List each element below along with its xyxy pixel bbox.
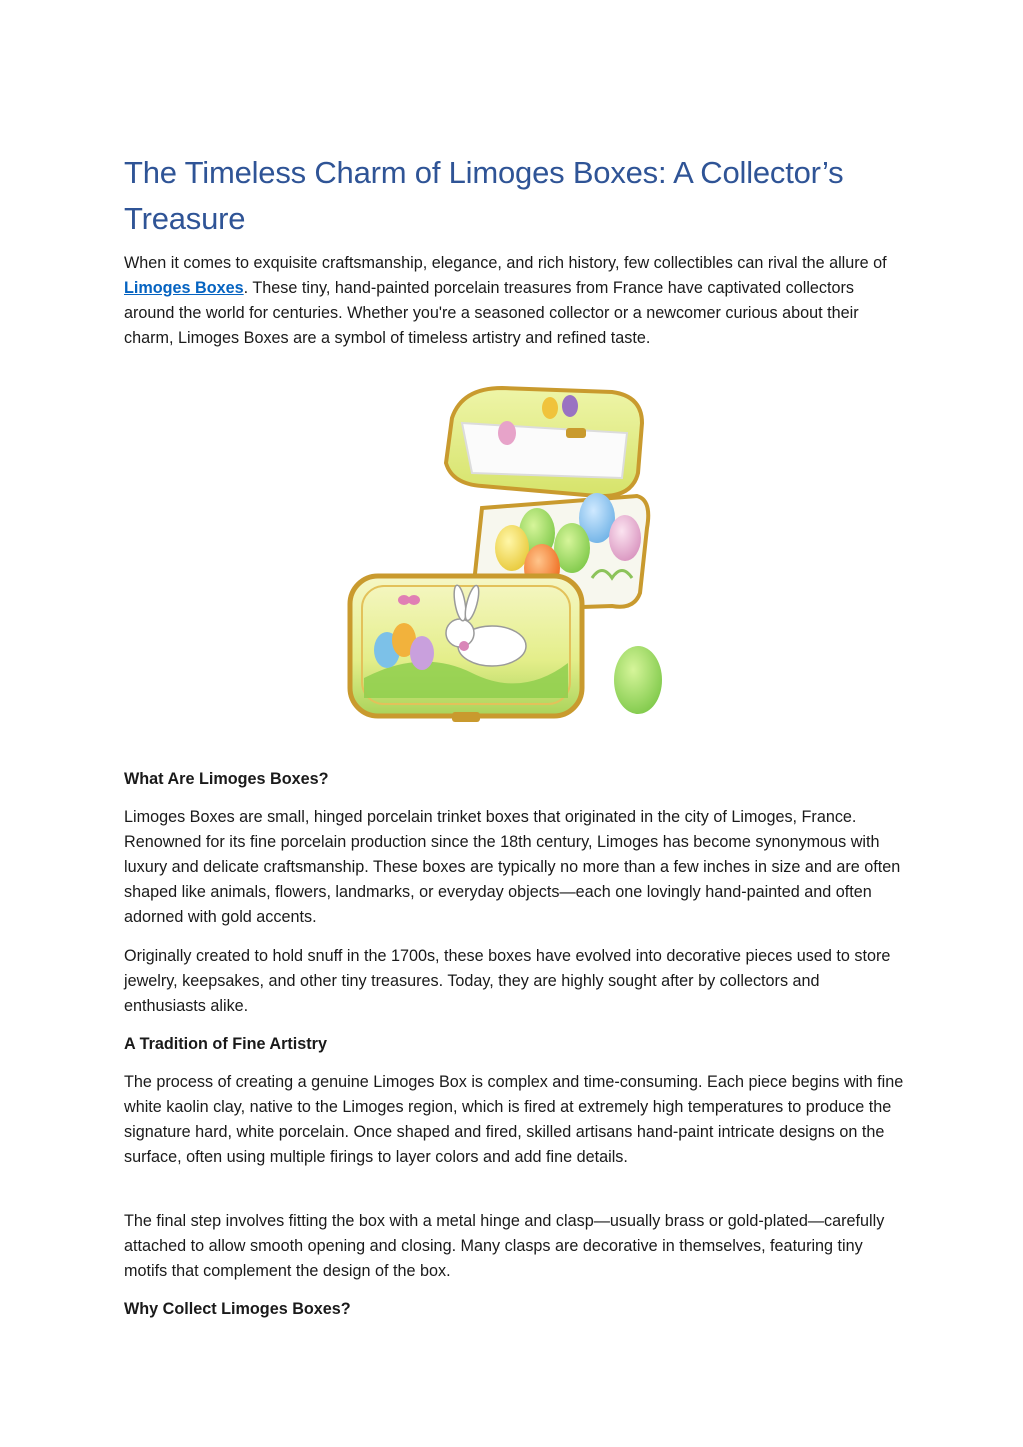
section-what-are-paragraph-1: Limoges Boxes are small, hinged porcelain trinket boxes that originated in the city of Limoges, France. Renowned for its fine porcelain production since the 18th century, Limoges has become synonymous with luxury and delicate craftsmanship. These boxes are typically no more than a few inches in size and are often shaped like animals, flowers, landmarks, or everyday objects—each one lovingly hand-painted and often adorned with gold accents. <box>124 808 901 926</box>
limoges-easter-egg-box-illustration <box>342 378 692 743</box>
section-heading-tradition: A Tradition of Fine Artistry <box>124 1035 327 1053</box>
intro-text-after: . These tiny, hand-painted porcelain treasures from France have captivated collectors around the world for centuries. Whether you're a seasoned collector or a newcomer curious about their charm, Limoges Boxes are a symbol of timeless artistry and refined taste. <box>124 279 859 347</box>
product-image <box>342 378 692 743</box>
limoges-boxes-link[interactable]: Limoges Boxes <box>124 279 244 297</box>
page-title: The Timeless Charm of Limoges Boxes: A Collector’s Treasure <box>124 155 844 236</box>
section-heading-what-are: What Are Limoges Boxes? <box>124 770 329 788</box>
intro-text-before: When it comes to exquisite craftsmanship, elegance, and rich history, few collectibles can rival the allure of <box>124 254 887 272</box>
section-tradition-paragraph-2: The final step involves fitting the box with a metal hinge and clasp—usually brass or gold-plated—carefully attached to allow smooth opening and closing. Many clasps are decorative in themselves, featuring tiny motifs that complement the design of the box. <box>124 1212 885 1280</box>
section-what-are-paragraph-2: Originally created to hold snuff in the 1700s, these boxes have evolved into decorative pieces used to store jewelry, keepsakes, and other tiny treasures. Today, they are highly sought after by collectors and enthusiasts alike. <box>124 947 891 1015</box>
intro-paragraph <box>124 251 904 351</box>
section-heading-why-collect: Why Collect Limoges Boxes? <box>124 1300 351 1318</box>
section-tradition-paragraph-1: The process of creating a genuine Limoges Box is complex and time-consuming. Each piece begins with fine white kaolin clay, native to the Limoges region, which is fired at extremely high temperatures to produce the signature hard, white porcelain. Once shaped and fired, skilled artisans hand-paint intricate designs on the surface, often using multiple firings to layer colors and add fine details. <box>124 1073 904 1166</box>
